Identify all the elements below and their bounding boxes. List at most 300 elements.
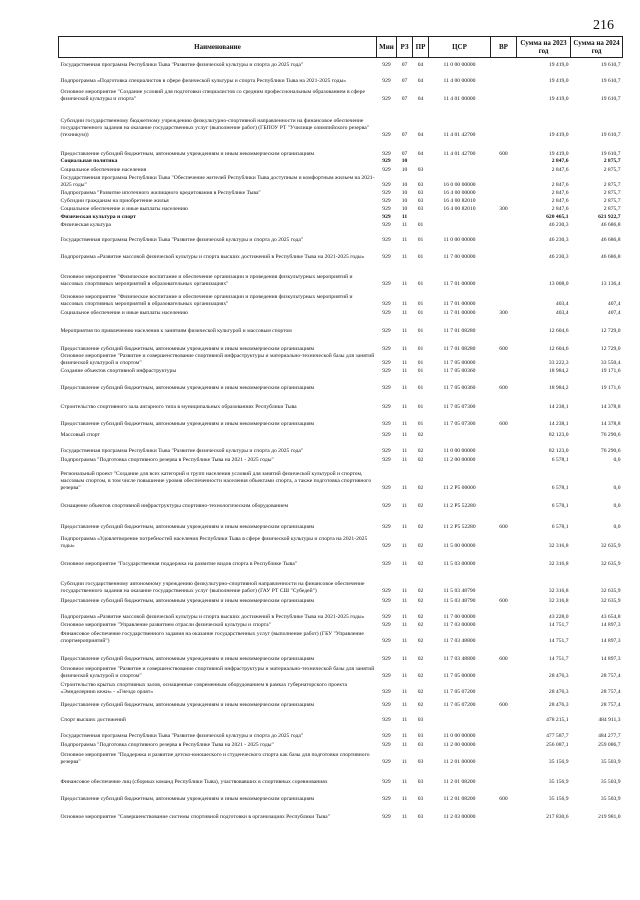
cell-rz: 11 <box>401 758 408 765</box>
cell-csr: 11 2 03 00000 <box>443 813 476 820</box>
cell-pr: 04 <box>417 131 424 138</box>
table-row <box>59 749 623 766</box>
cell-vr <box>491 724 517 740</box>
cell-pr: 04 <box>417 61 424 68</box>
cell-name: Основное мероприятие "Развитие и совершенствование спортивной инфраструктуры и материально-технической базы для занятий физической культурой и спортом" <box>60 353 375 366</box>
cell-rz: 11 <box>401 732 408 739</box>
cell-min: 929 <box>382 359 391 366</box>
cell-vr <box>491 568 517 595</box>
cell-vr <box>491 550 517 568</box>
cell-sum-2024: 19 610,7 <box>600 150 621 157</box>
table-row <box>59 568 623 595</box>
cell-rz: 11 <box>401 213 408 220</box>
cell-rz: 11 <box>401 597 408 604</box>
cell-vr <box>491 367 517 375</box>
table-row <box>59 724 623 740</box>
table-row <box>59 645 623 663</box>
cell-pr: 01 <box>417 327 424 334</box>
cell-sum-2023: 477 587,7 <box>546 732 569 739</box>
cell-csr: 16 4 00 00000 <box>443 189 476 196</box>
cell-pr: 01 <box>417 345 424 352</box>
cell-vr <box>491 492 517 510</box>
cell-min: 929 <box>382 403 391 410</box>
cell-rz: 11 <box>401 236 408 243</box>
cell-pr: 04 <box>417 77 424 84</box>
cell-csr: 11 2 01 00000 <box>443 758 476 765</box>
cell-vr <box>491 221 517 229</box>
cell-sum-2024: 0,0 <box>613 523 621 530</box>
cell-pr: 03 <box>417 197 424 204</box>
cell-vr <box>491 749 517 766</box>
cell-vr: 300 <box>499 309 508 316</box>
cell-name: Подпрограмма «Развитие массовой физической культуры и спорта высших достижений в Республике Тыва на 2021-2025 годы» <box>60 253 365 260</box>
cell-min: 929 <box>382 95 391 102</box>
cell-sum-2023: 46 230,3 <box>548 236 569 243</box>
cell-sum-2024: 407,4 <box>607 309 621 316</box>
cell-rz: 07 <box>401 61 408 68</box>
cell-pr <box>413 213 429 221</box>
cell-name: Физическая культура <box>60 221 111 228</box>
cell-sum-2023: 6 578,1 <box>551 502 569 509</box>
cell-sum-2023: 32 316,8 <box>548 560 569 567</box>
header-rz: РЗ <box>397 37 413 58</box>
cell-min: 929 <box>382 560 391 567</box>
cell-sum-2024: 2 875,7 <box>603 166 621 173</box>
cell-vr <box>491 531 517 550</box>
cell-name: Массовый спорт <box>60 431 100 438</box>
table-row <box>59 696 623 709</box>
cell-min: 929 <box>382 484 391 491</box>
cell-csr: 11 7 01 08280 <box>443 327 476 334</box>
cell-rz: 10 <box>401 189 408 196</box>
cell-sum-2024: 621 922,7 <box>598 213 621 220</box>
cell-csr: 16 4 00 82010 <box>443 197 476 204</box>
cell-min: 929 <box>382 701 391 708</box>
cell-vr <box>491 58 517 69</box>
cell-vr <box>491 803 517 821</box>
cell-csr: 11 5 03 48790 <box>443 597 476 604</box>
cell-vr <box>491 197 517 205</box>
cell-csr: 11 7 05 00000 <box>443 672 476 679</box>
cell-name: Подпрограмма "Развитие ипотечного жилищного кредитования в Республике Тыва" <box>60 189 261 196</box>
cell-rz: 11 <box>401 280 408 287</box>
cell-name: Финансовое обеспечение лиц (сборных команд Республики Тыва), участвовавших в спортивных соревнованиях <box>60 778 328 785</box>
table-row <box>59 244 623 261</box>
cell-sum-2024: 35 503,9 <box>600 758 621 765</box>
cell-name: Основное мероприятие "Развитие и совершенствование спортивной инфраструктуры и материально-технической базы для занятий физической культурой и спортом" <box>60 666 375 679</box>
cell-pr: 02 <box>417 672 424 679</box>
cell-min: 929 <box>382 236 391 243</box>
cell-rz: 11 <box>401 431 408 438</box>
table-row <box>59 766 623 786</box>
cell-sum-2024: 12 729,0 <box>600 327 621 334</box>
cell-pr: 03 <box>417 189 424 196</box>
cell-name: Предоставление субсидий бюджетным, автономным учреждениям и иным некоммерческим организациям <box>60 345 315 352</box>
cell-csr <box>429 158 491 165</box>
cell-vr: 600 <box>499 150 508 157</box>
cell-vr <box>491 189 517 197</box>
header-pr: ПР <box>413 37 429 58</box>
cell-rz: 11 <box>401 701 408 708</box>
cell-vr: 300 <box>499 205 508 212</box>
cell-sum-2024: 28 757,4 <box>600 701 621 708</box>
cell-min: 929 <box>382 758 391 765</box>
cell-rz: 11 <box>401 420 408 427</box>
cell-csr: 11 2 P5 00000 <box>443 484 476 491</box>
cell-sum-2024: 19 610,7 <box>600 95 621 102</box>
cell-sum-2024: 484 277,7 <box>598 732 621 739</box>
cell-sum-2024: 2 875,7 <box>603 181 621 188</box>
cell-pr: 02 <box>417 621 424 628</box>
budget-table <box>58 36 623 821</box>
cell-csr <box>429 165 491 174</box>
cell-sum-2024: 46 686,8 <box>600 253 621 260</box>
cell-min: 929 <box>382 189 391 196</box>
cell-sum-2023: 19 419,0 <box>548 150 569 157</box>
cell-sum-2024: 32 635,9 <box>600 542 621 549</box>
cell-rz: 11 <box>401 447 408 454</box>
header-name: Наименование <box>59 37 377 58</box>
cell-rz: 11 <box>401 403 408 410</box>
cell-name: Основное мероприятие "Создание условий для подготовки специалистов со средним профессиональным образованием в сфере физической культуры и спорта" <box>60 89 365 102</box>
cell-vr <box>491 464 517 492</box>
cell-pr: 03 <box>417 741 424 748</box>
cell-rz: 11 <box>401 672 408 679</box>
cell-rz: 10 <box>401 181 408 188</box>
cell-csr: 11 2 00 00000 <box>443 456 476 463</box>
cell-min: 929 <box>382 420 391 427</box>
cell-sum-2024: 19 610,7 <box>600 61 621 68</box>
cell-csr: 11 7 01 00000 <box>443 309 476 316</box>
cell-rz: 11 <box>401 778 408 785</box>
cell-min: 929 <box>382 778 391 785</box>
table-row <box>59 740 623 749</box>
cell-sum-2024: 0,0 <box>613 456 621 463</box>
cell-csr: 11 7 05 07200 <box>443 701 476 708</box>
cell-csr: 16 4 00 82010 <box>443 205 476 212</box>
table-row <box>59 367 623 375</box>
cell-sum-2023: 32 316,8 <box>548 587 569 594</box>
cell-vr: 600 <box>499 795 508 802</box>
cell-pr: 01 <box>417 384 424 391</box>
table-row <box>59 139 623 158</box>
cell-name: Финансовое обеспечение государственного задания на оказание государственных услуг (выполнение работ) (ГБУ "Управление спортмероприятий") <box>60 631 364 644</box>
cell-sum-2024: 2 875,7 <box>603 197 621 204</box>
cell-pr: 02 <box>417 597 424 604</box>
cell-name: Предоставление субсидий бюджетным, автономным учреждениям и иным некоммерческим организациям <box>60 420 315 427</box>
cell-vr <box>491 158 517 165</box>
cell-min: 929 <box>382 280 391 287</box>
cell-sum-2023: 35 156,9 <box>548 795 569 802</box>
cell-vr: 600 <box>499 523 508 530</box>
table-row <box>59 803 623 821</box>
table-row <box>59 439 623 455</box>
cell-vr <box>491 229 517 244</box>
table-row <box>59 375 623 392</box>
table-row <box>59 595 623 605</box>
cell-name: Подпрограмма «Подготовка специалистов в сфере физической культуры и спорта Республики Тыва на 2021-2025 годы» <box>60 77 347 84</box>
cell-vr <box>491 288 517 308</box>
table-row <box>59 103 623 139</box>
table-row <box>59 165 623 174</box>
cell-rz: 11 <box>401 300 408 307</box>
cell-rz: 11 <box>401 688 408 695</box>
cell-sum-2024: 28 757,4 <box>600 688 621 695</box>
cell-sum-2024: 46 686,8 <box>600 221 621 228</box>
cell-min: 929 <box>382 542 391 549</box>
cell-vr: 600 <box>499 597 508 604</box>
cell-name: Подпрограмма "Подготовка спортивного резерва в Республике Тыва на 2021 - 2025 годы" <box>60 741 274 748</box>
cell-name: Физическая культура и спорт <box>60 213 136 220</box>
cell-sum-2023: 403,4 <box>555 300 569 307</box>
table-row <box>59 213 623 221</box>
cell-sum-2024: 76 290,6 <box>600 431 621 438</box>
cell-name: Предоставление субсидий бюджетным, автономным учреждениям и иным некоммерческим организациям <box>60 384 315 391</box>
cell-min: 929 <box>382 166 391 173</box>
cell-min: 929 <box>382 309 391 316</box>
cell-min: 929 <box>382 795 391 802</box>
cell-name: Предоставление субсидий бюджетным, автономным учреждениям и иным некоммерческим организациям <box>60 150 315 157</box>
cell-csr <box>429 213 491 221</box>
cell-pr: 02 <box>417 502 424 509</box>
cell-rz: 11 <box>401 309 408 316</box>
cell-pr: 01 <box>417 359 424 366</box>
cell-rz: 10 <box>401 157 408 164</box>
cell-name: Строительство крытых спортивных залов, оснащенные современным оборудованием в рамках губернаторского проекта «Эмнделерниn кежи» - «Гнездо орлят» <box>60 682 348 695</box>
page-number: 216 <box>593 18 614 33</box>
cell-rz: 10 <box>401 166 408 173</box>
cell-csr <box>429 221 491 229</box>
cell-sum-2024: 484 911,3 <box>598 716 621 723</box>
table-row <box>59 663 623 680</box>
cell-name: Строительство спортивного зала ангарного типа в муниципальных образованиях Республики Тыва <box>60 403 297 410</box>
cell-csr: 11 0 00 00000 <box>443 732 476 739</box>
cell-rz: 11 <box>401 813 408 820</box>
cell-sum-2024: 32 635,9 <box>600 560 621 567</box>
cell-vr <box>491 165 517 174</box>
cell-sum-2024: 259 086,7 <box>598 741 621 748</box>
cell-sum-2024: 35 503,9 <box>600 795 621 802</box>
cell-sum-2024: 13 136,4 <box>600 280 621 287</box>
cell-csr: 11 7 03 48800 <box>443 637 476 644</box>
cell-pr: 03 <box>417 778 424 785</box>
cell-min: 929 <box>382 502 391 509</box>
cell-name: Предоставление субсидий бюджетным, автономным учреждениям и иным некоммерческим организациям <box>60 597 315 604</box>
cell-sum-2023: 14 238,1 <box>548 420 569 427</box>
cell-sum-2023: 19 419,0 <box>548 61 569 68</box>
cell-sum-2024: 14 897,3 <box>600 621 621 628</box>
cell-csr: 11 7 05 07300 <box>443 403 476 410</box>
table-row <box>59 158 623 165</box>
table-body <box>59 58 623 821</box>
cell-sum-2023: 35 156,9 <box>548 778 569 785</box>
cell-rz: 11 <box>401 542 408 549</box>
cell-sum-2023: 19 419,0 <box>548 77 569 84</box>
header-csr: ЦСР <box>429 37 491 58</box>
cell-vr <box>491 740 517 749</box>
cell-pr: 01 <box>417 300 424 307</box>
cell-rz: 11 <box>401 345 408 352</box>
cell-vr <box>491 766 517 786</box>
table-row <box>59 288 623 308</box>
cell-sum-2023: 217 830,6 <box>546 813 569 820</box>
cell-csr: 11 7 05 07300 <box>443 420 476 427</box>
cell-min: 929 <box>382 213 391 220</box>
cell-sum-2024: 0,0 <box>613 502 621 509</box>
cell-rz: 11 <box>401 637 408 644</box>
cell-name: Государственная программа Республики Тыва "Развитие физической культуры и спорта до 2025 года" <box>60 61 304 68</box>
cell-vr <box>491 663 517 680</box>
cell-min: 929 <box>382 613 391 620</box>
cell-sum-2023: 28 476,3 <box>548 672 569 679</box>
cell-sum-2024: 19 610,7 <box>600 77 621 84</box>
cell-csr: 11 7 05 00360 <box>443 367 476 374</box>
cell-name: Социальное обеспечение и иные выплаты населению <box>60 309 188 316</box>
cell-pr: 02 <box>417 587 424 594</box>
cell-sum-2023: 14 751,7 <box>548 637 569 644</box>
cell-csr: 11 7 00 00000 <box>443 613 476 620</box>
cell-min: 929 <box>382 345 391 352</box>
table-row <box>59 189 623 197</box>
cell-rz: 07 <box>401 77 408 84</box>
cell-pr <box>413 158 429 165</box>
cell-sum-2024: 14 897,3 <box>600 637 621 644</box>
cell-csr: 11 7 01 08280 <box>443 345 476 352</box>
cell-name: Подпрограмма «Удовлетворение потребностей населения Республики Тыва в сфере физической культуры и спорта на 2021-2025 годы» <box>60 536 368 549</box>
table-row <box>59 629 623 645</box>
table-row <box>59 411 623 428</box>
cell-name: Социальное обеспечение населения <box>60 166 147 173</box>
cell-min: 929 <box>382 150 391 157</box>
table-row <box>59 392 623 411</box>
cell-pr: 02 <box>417 688 424 695</box>
cell-pr: 01 <box>417 367 424 374</box>
table-row <box>59 308 623 317</box>
cell-sum-2024: 28 757,4 <box>600 672 621 679</box>
cell-sum-2023: 12 604,6 <box>548 345 569 352</box>
table-row <box>59 197 623 205</box>
cell-pr: 03 <box>417 205 424 212</box>
cell-min: 929 <box>382 181 391 188</box>
cell-rz: 11 <box>401 367 408 374</box>
cell-sum-2024: 19 171,6 <box>600 384 621 391</box>
cell-csr: 11 2 01 08200 <box>443 795 476 802</box>
cell-sum-2024: 2 875,7 <box>603 205 621 212</box>
cell-min: 929 <box>382 732 391 739</box>
cell-sum-2023: 18 984,2 <box>548 367 569 374</box>
cell-rz: 11 <box>401 560 408 567</box>
cell-name: Предоставление субсидий бюджетным, автономным учреждениям и иным некоммерческим организациям <box>60 655 315 662</box>
cell-pr: 02 <box>417 655 424 662</box>
cell-rz: 11 <box>401 253 408 260</box>
cell-vr <box>491 353 517 367</box>
cell-sum-2024: 0,0 <box>613 484 621 491</box>
table-row <box>59 550 623 568</box>
cell-vr: 600 <box>499 345 508 352</box>
cell-min: 929 <box>382 456 391 463</box>
cell-sum-2023: 2 847,6 <box>551 205 569 212</box>
cell-name: Создание объектов спортивной инфраструктуры <box>60 367 177 374</box>
cell-vr <box>491 317 517 335</box>
cell-csr: 11 4 00 00000 <box>443 77 476 84</box>
cell-vr: 600 <box>499 701 508 708</box>
cell-csr: 11 7 00 00000 <box>443 253 476 260</box>
table-row <box>59 786 623 803</box>
cell-csr: 11 5 03 00000 <box>443 560 476 567</box>
cell-csr: 11 2 00 00000 <box>443 741 476 748</box>
cell-sum-2023: 13 008,0 <box>548 280 569 287</box>
header-sum-2024: Сумма на 2024 год <box>571 37 623 58</box>
cell-rz: 10 <box>401 205 408 212</box>
cell-min: 929 <box>382 716 391 723</box>
cell-min: 929 <box>382 655 391 662</box>
cell-sum-2023: 82 123,0 <box>548 447 569 454</box>
cell-name: Субсидии государственному автономному учреждению физкультурно-спортивной направленности на финансовое обеспечение государственного задания на оказание государственных услуг (выполнение работ) (ГАУ РТ СШ "Субедей") <box>60 581 365 594</box>
cell-name: Государственная программа Республики Тыва "Развитие физической культуры и спорта до 2025 года" <box>60 732 304 739</box>
cell-csr <box>429 709 491 724</box>
cell-sum-2023: 2 847,6 <box>551 181 569 188</box>
cell-name: Государственная программа Республики Тыва "Обеспечение жителей Республики Тыва доступным и комфортным жильем на 2021-2025 годы" <box>60 175 375 188</box>
cell-sum-2024: 33 550,4 <box>600 359 621 366</box>
cell-vr <box>491 69 517 85</box>
cell-csr: 16 0 00 00000 <box>443 181 476 188</box>
table-row <box>59 605 623 621</box>
cell-name: Предоставление субсидий бюджетным, автономным учреждениям и иным некоммерческим организациям <box>60 523 315 530</box>
table-row <box>59 58 623 69</box>
cell-pr: 03 <box>417 813 424 820</box>
cell-rz: 11 <box>401 523 408 530</box>
cell-min: 929 <box>382 300 391 307</box>
cell-rz: 11 <box>401 795 408 802</box>
cell-vr <box>491 392 517 411</box>
cell-sum-2023: 18 984,2 <box>548 384 569 391</box>
cell-min: 929 <box>382 597 391 604</box>
cell-pr: 01 <box>417 236 424 243</box>
cell-csr: 11 2 P5 52280 <box>443 502 476 509</box>
cell-sum-2024: 2 875,7 <box>603 157 621 164</box>
table-row <box>59 205 623 213</box>
cell-pr: 01 <box>417 420 424 427</box>
cell-sum-2023: 14 751,7 <box>548 621 569 628</box>
cell-sum-2023: 46 230,3 <box>548 221 569 228</box>
cell-pr: 03 <box>417 758 424 765</box>
cell-sum-2023: 28 476,3 <box>548 701 569 708</box>
cell-name: Спорт высших достижений <box>60 716 126 723</box>
table-row <box>59 621 623 629</box>
cell-vr <box>491 428 517 439</box>
cell-sum-2024: 46 686,8 <box>600 236 621 243</box>
cell-vr: 600 <box>499 655 508 662</box>
cell-name: Региональный проект "Создание для всех категорий и групп населения условий для занятий физической культурой и спортом, массовым спортом, в том числе повышение уровня обеспеченности населения объектами спорта, а также подготовка спортивного резерва" <box>60 471 372 491</box>
cell-csr: 11 4 01 00000 <box>443 95 476 102</box>
cell-csr: 11 7 05 00000 <box>443 359 476 366</box>
cell-name: Государственная программа Республики Тыва "Развитие физической культуры и спорта до 2025 года" <box>60 236 304 243</box>
cell-pr: 02 <box>417 542 424 549</box>
cell-sum-2023: 2 847,6 <box>551 197 569 204</box>
cell-csr: 11 0 00 00000 <box>443 236 476 243</box>
cell-rz: 11 <box>401 613 408 620</box>
cell-sum-2023: 6 578,1 <box>551 484 569 491</box>
cell-pr: 04 <box>417 150 424 157</box>
cell-min: 929 <box>382 813 391 820</box>
cell-csr: 11 7 05 00360 <box>443 384 476 391</box>
cell-rz: 11 <box>401 327 408 334</box>
cell-name: Мероприятия по привлечению населения к занятиям физической культурой и массовым спортом <box>60 327 292 334</box>
cell-min: 929 <box>382 197 391 204</box>
cell-csr: 11 4 01 42700 <box>443 150 476 157</box>
cell-sum-2024: 12 729,0 <box>600 345 621 352</box>
cell-rz: 11 <box>401 359 408 366</box>
